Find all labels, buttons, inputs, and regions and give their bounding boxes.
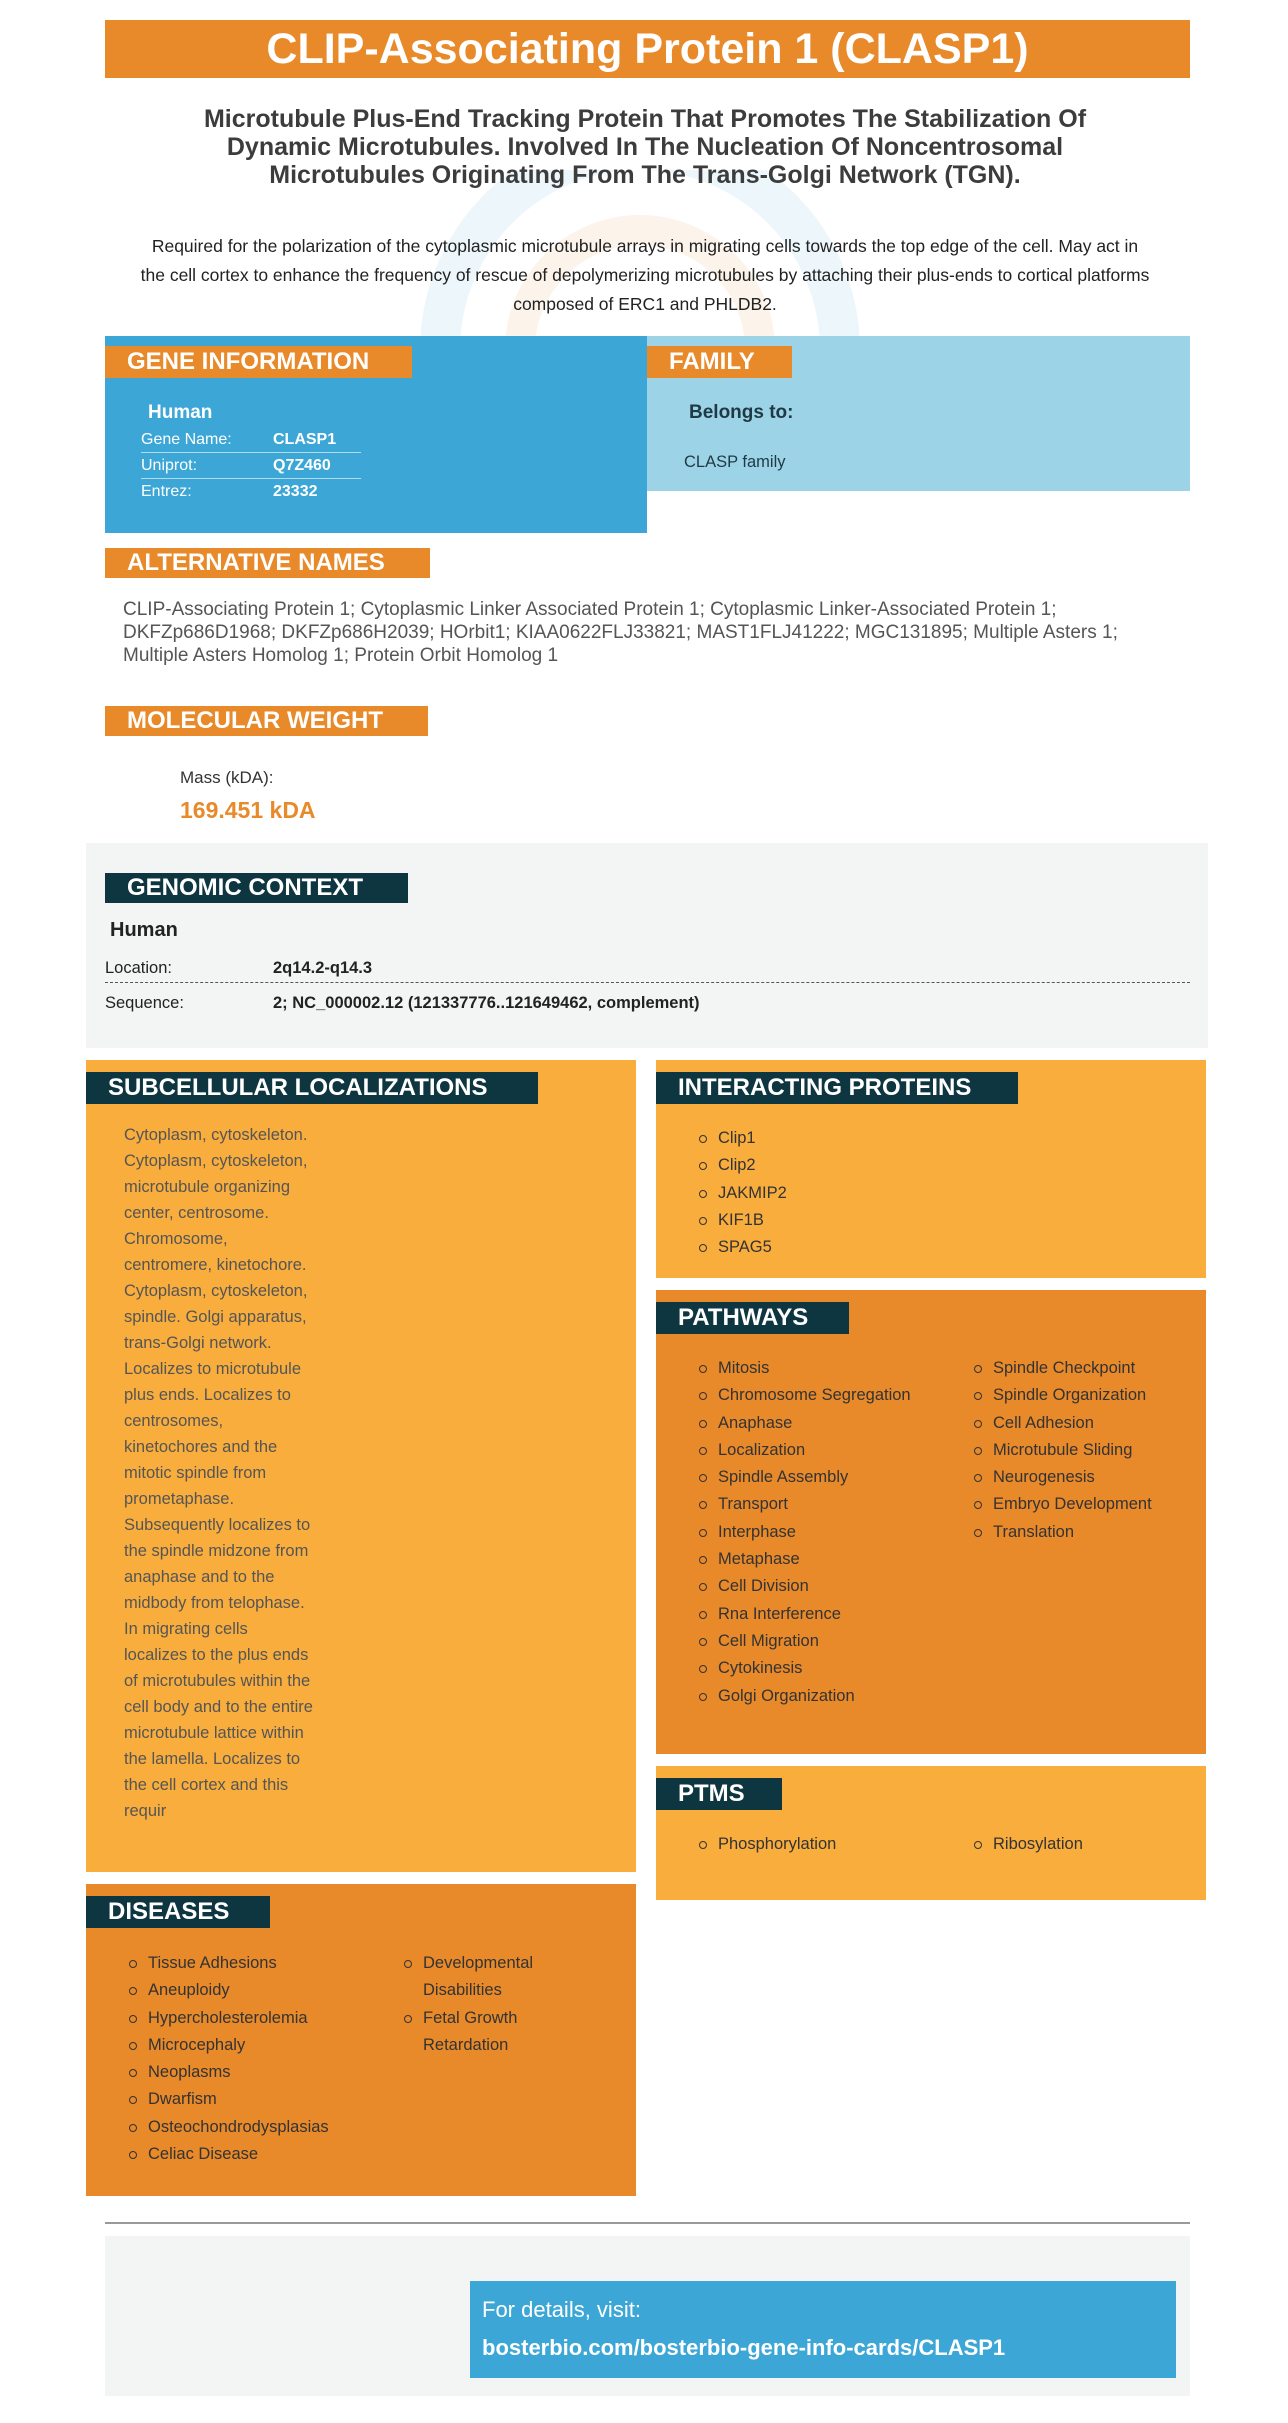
- pathway-item: Embryo Development: [974, 1491, 1199, 1518]
- diseases-panel: [86, 1884, 636, 2196]
- location-value: 2q14.2-q14.3: [273, 959, 373, 977]
- subcellular-text-line: spindle. Golgi apparatus,: [124, 1308, 307, 1326]
- ptms-list-col2: [974, 1831, 1199, 1858]
- interacting-proteins-heading: INTERACTING PROTEINS: [656, 1072, 1018, 1104]
- pathway-item: Cell Division: [699, 1573, 929, 1600]
- interacting-protein-item: Clip2: [699, 1152, 949, 1179]
- genomic-species: Human: [110, 919, 178, 941]
- subcellular-text-line: center, centrosome.: [124, 1204, 269, 1222]
- interacting-protein-item: Clip1: [699, 1125, 949, 1152]
- genomic-sequence-row: [105, 986, 1190, 1018]
- gene-row-name: [141, 428, 361, 453]
- family-value: CLASP family: [684, 453, 786, 471]
- gene-species: Human: [148, 402, 213, 423]
- details-prompt: For details, visit:: [482, 2297, 641, 2322]
- disease-item: Aneuploidy: [129, 1977, 379, 2004]
- disease-item: Fetal Growth Retardation: [404, 2005, 604, 2060]
- family-heading: FAMILY: [647, 346, 792, 378]
- gene-information-heading: GENE INFORMATION: [105, 346, 412, 378]
- details-url-link[interactable]: bosterbio.com/bosterbio-gene-info-cards/CLASP1: [482, 2335, 1006, 2360]
- pathway-item: Transport: [699, 1491, 929, 1518]
- pathways-list-col1: [699, 1355, 929, 1710]
- alternative-names-heading: ALTERNATIVE NAMES: [105, 548, 430, 578]
- subcellular-text-line: the lamella. Localizes to: [124, 1750, 301, 1768]
- pathway-item: Cytokinesis: [699, 1655, 929, 1682]
- interacting-protein-item: KIF1B: [699, 1207, 949, 1234]
- pathway-item: Mitosis: [699, 1355, 929, 1382]
- gene-information-panel: [105, 336, 647, 533]
- sequence-label: Sequence:: [105, 994, 184, 1012]
- family-panel: [647, 336, 1190, 491]
- subcellular-text-line: mitotic spindle from: [124, 1464, 267, 1482]
- pathway-item: Cell Migration: [699, 1628, 929, 1655]
- disease-item: Osteochondrodysplasias: [129, 2114, 379, 2141]
- protein-description: Required for the polarization of the cytoplasmic microtubule arrays in migrating cells towards the top edge of the cell. May act in the cell cortex to enhance the frequency of rescue of depolymerizing microtubules by attaching their plus-ends to cortical platforms composed of ERC1 and PHLDB2.: [140, 236, 1150, 314]
- pathway-item: Spindle Assembly: [699, 1464, 929, 1491]
- mass-label: Mass (kDA):: [180, 768, 274, 787]
- diseases-list-col2: [404, 1950, 604, 2059]
- pathways-list-col2: [974, 1355, 1199, 1546]
- disease-item: Microcephaly: [129, 2032, 379, 2059]
- mass-value: 169.451 kDA: [180, 797, 316, 823]
- interacting-proteins-list: [699, 1125, 949, 1261]
- sequence-value: 2; NC_000002.12 (121337776..121649462, complement): [273, 994, 700, 1012]
- family-belongs-label: Belongs to:: [689, 402, 794, 423]
- genomic-context-panel: [86, 843, 1208, 1048]
- subcellular-text-line: prometaphase.: [124, 1490, 235, 1508]
- molecular-weight-heading: MOLECULAR WEIGHT: [105, 706, 428, 736]
- gene-row-entrez: [141, 480, 361, 505]
- subcellular-text-line: In migrating cells: [124, 1620, 248, 1638]
- ptms-panel: [656, 1766, 1206, 1900]
- alternative-names-text: CLIP-Associating Protein 1; Cytoplasmic Linker Associated Protein 1; Cytoplasmic Linker-Associated Protein 1; DKFZp686D1968; DKFZp686H2039; HOrbit1; KIAA0622FLJ33821; MAST1FLJ41222; MGC131895; Multiple Asters 1; Multiple Asters Homolog 1; Protein Orbit Homolog 1: [123, 599, 1118, 666]
- subcellular-text-line: Subsequently localizes to: [124, 1516, 311, 1534]
- subcellular-text-line: cell body and to the entire: [124, 1698, 313, 1716]
- interacting-proteins-panel: [656, 1060, 1206, 1278]
- details-link-box[interactable]: [470, 2281, 1176, 2378]
- subcellular-text-line: anaphase and to the: [124, 1568, 275, 1586]
- subcellular-text-line: Localizes to microtubule: [124, 1360, 302, 1378]
- disease-item: Celiac Disease: [129, 2141, 379, 2168]
- subcellular-text-line: Cytoplasm, cytoskeleton.: [124, 1126, 308, 1144]
- ptm-item: Phosphorylation: [699, 1831, 929, 1858]
- uniprot-value: Q7Z460: [273, 457, 331, 474]
- gene-row-uniprot: [141, 454, 361, 479]
- subcellular-text-line: midbody from telophase.: [124, 1594, 305, 1612]
- ptms-list-col1: [699, 1831, 929, 1858]
- uniprot-label: Uniprot:: [141, 457, 198, 474]
- pathway-item: Rna Interference: [699, 1601, 929, 1628]
- subcellular-text-line: Cytoplasm, cytoskeleton,: [124, 1282, 308, 1300]
- gene-name-value: CLASP1: [273, 431, 337, 448]
- pathway-item: Metaphase: [699, 1546, 929, 1573]
- subcellular-text-line: microtubule lattice within: [124, 1724, 304, 1742]
- diseases-heading: DISEASES: [86, 1896, 270, 1928]
- pathway-item: Localization: [699, 1437, 929, 1464]
- subcellular-text-line: Cytoplasm, cytoskeleton,: [124, 1152, 308, 1170]
- entrez-label: Entrez:: [141, 483, 192, 500]
- pathway-item: Spindle Organization: [974, 1382, 1199, 1409]
- pathway-item: Golgi Organization: [699, 1683, 929, 1710]
- subcellular-text-line: kinetochores and the: [124, 1438, 278, 1456]
- genomic-context-heading: GENOMIC CONTEXT: [105, 873, 408, 903]
- subcellular-heading: SUBCELLULAR LOCALIZATIONS: [86, 1072, 538, 1104]
- subcellular-text-line: the spindle midzone from: [124, 1542, 309, 1560]
- subcellular-text: [124, 1122, 334, 1824]
- location-label: Location:: [105, 959, 172, 977]
- subcellular-text-line: Chromosome,: [124, 1230, 228, 1248]
- pathway-item: Chromosome Segregation: [699, 1382, 929, 1409]
- subcellular-text-line: trans-Golgi network.: [124, 1334, 272, 1352]
- pathway-item: Microtubule Sliding: [974, 1437, 1199, 1464]
- entrez-value: 23332: [273, 483, 318, 500]
- footer-divider: [105, 2222, 1190, 2224]
- subcellular-text-line: microtubule organizing: [124, 1178, 291, 1196]
- pathway-item: Translation: [974, 1519, 1199, 1546]
- pathway-item: Cell Adhesion: [974, 1410, 1199, 1437]
- ptms-heading: PTMS: [656, 1778, 782, 1810]
- pathway-item: Interphase: [699, 1519, 929, 1546]
- pathway-item: Spindle Checkpoint: [974, 1355, 1199, 1382]
- subcellular-text-line: the cell cortex and this: [124, 1776, 289, 1794]
- protein-subtitle: Microtubule Plus-End Tracking Protein That Promotes The Stabilization Of Dynamic Microtubules. Involved In The Nucleation Of Noncentrosomal Microtubules Originating From The Trans-Golgi Network (TGN).: [203, 105, 1087, 189]
- pathway-item: Anaphase: [699, 1410, 929, 1437]
- subcellular-text-line: of microtubules within the: [124, 1672, 311, 1690]
- genomic-location-row: [105, 951, 1190, 983]
- pathways-heading: PATHWAYS: [656, 1302, 849, 1334]
- ptm-item: Ribosylation: [974, 1831, 1199, 1858]
- page-title: CLIP-Associating Protein 1 (CLASP1): [105, 20, 1190, 78]
- subcellular-text-line: centrosomes,: [124, 1412, 224, 1430]
- disease-item: Neoplasms: [129, 2059, 379, 2086]
- subcellular-text-line: localizes to the plus ends: [124, 1646, 309, 1664]
- pathway-item: Neurogenesis: [974, 1464, 1199, 1491]
- interacting-protein-item: JAKMIP2: [699, 1180, 949, 1207]
- subcellular-text-line: centromere, kinetochore.: [124, 1256, 307, 1274]
- subcellular-text-line: requir: [124, 1802, 167, 1820]
- interacting-protein-item: SPAG5: [699, 1234, 949, 1261]
- disease-item: Developmental Disabilities: [404, 1950, 604, 2005]
- disease-item: Hypercholesterolemia: [129, 2005, 379, 2032]
- pathways-panel: [656, 1290, 1206, 1754]
- subcellular-text-line: plus ends. Localizes to: [124, 1386, 291, 1404]
- disease-item: Dwarfism: [129, 2086, 379, 2113]
- subcellular-localizations-panel: [86, 1060, 636, 1872]
- disease-item: Tissue Adhesions: [129, 1950, 379, 1977]
- diseases-list-col1: [129, 1950, 379, 2168]
- gene-name-label: Gene Name:: [141, 431, 232, 448]
